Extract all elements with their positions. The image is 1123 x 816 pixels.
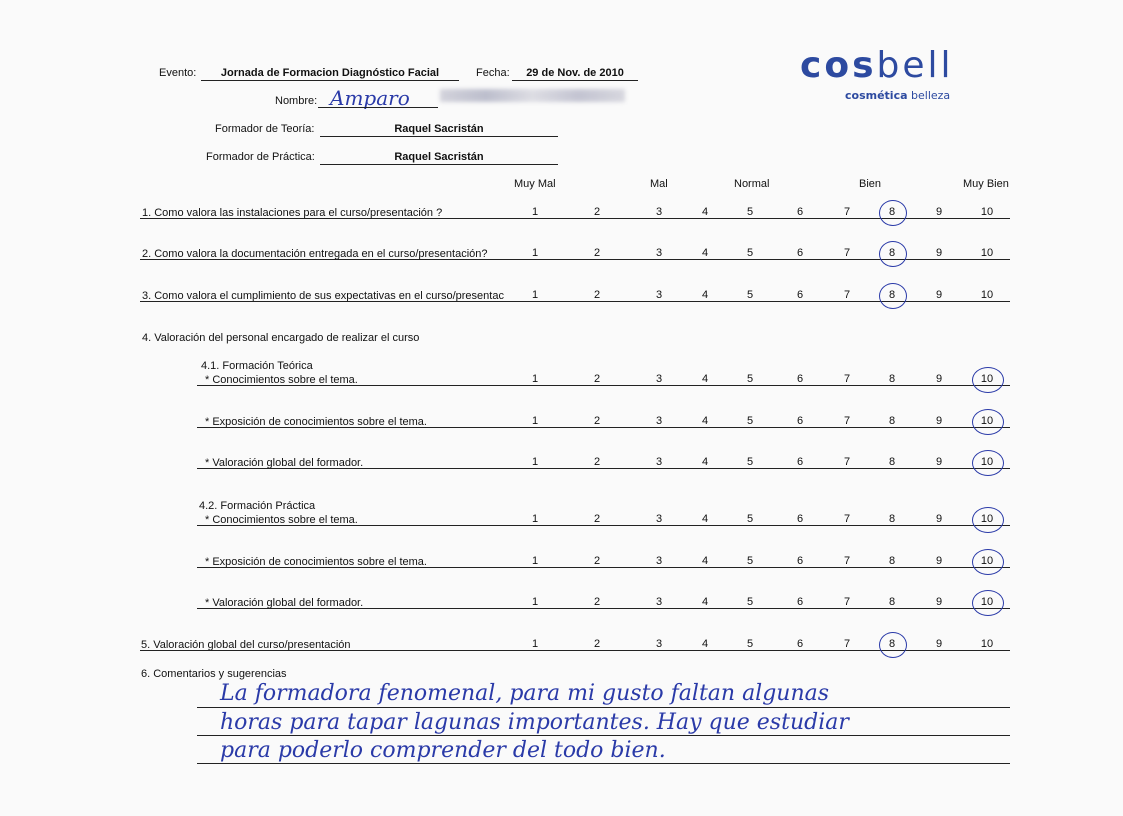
rating-option-q2-2[interactable]: 2: [593, 247, 601, 259]
nombre-value: Amparo: [330, 86, 410, 110]
rating-option-q42b-6[interactable]: 6: [796, 555, 804, 567]
rating-option-q3-2[interactable]: 2: [593, 289, 601, 301]
rating-option-q42a-9[interactable]: 9: [935, 513, 943, 525]
rating-option-q2-1[interactable]: 1: [531, 247, 539, 259]
rating-option-q41a-7[interactable]: 7: [843, 373, 851, 385]
practica-label: Formador de Práctica:: [206, 151, 315, 163]
row-underline-q41b: [197, 427, 1010, 428]
rating-option-q42b-3[interactable]: 3: [655, 555, 663, 567]
rating-option-q41b-4[interactable]: 4: [701, 415, 709, 427]
fecha-value: 29 de Nov. de 2010: [526, 67, 624, 79]
rating-option-q3-3[interactable]: 3: [655, 289, 663, 301]
rating-option-q41c-6[interactable]: 6: [796, 456, 804, 468]
question-6: 6. Comentarios y sugerencias: [141, 668, 287, 680]
rating-option-q1-5[interactable]: 5: [746, 206, 754, 218]
rating-option-q3-1[interactable]: 1: [531, 289, 539, 301]
rating-option-q41c-5[interactable]: 5: [746, 456, 754, 468]
rating-option-q3-8[interactable]: 8: [888, 289, 896, 301]
rating-option-q42c-2[interactable]: 2: [593, 596, 601, 608]
rating-option-q42c-8[interactable]: 8: [888, 596, 896, 608]
question-4-1-a: * Conocimientos sobre el tema.: [205, 374, 358, 386]
rating-option-q42b-7[interactable]: 7: [843, 555, 851, 567]
logo-tagline: [845, 89, 950, 102]
rating-option-q41b-10[interactable]: 10: [980, 415, 994, 427]
rating-option-q42a-6[interactable]: 6: [796, 513, 804, 525]
rating-option-q42b-4[interactable]: 4: [701, 555, 709, 567]
rating-option-q41a-1[interactable]: 1: [531, 373, 539, 385]
rating-option-q1-7[interactable]: 7: [843, 206, 851, 218]
question-4-1-b: * Exposición de conocimientos sobre el tema.: [205, 416, 427, 428]
rating-option-q41c-2[interactable]: 2: [593, 456, 601, 468]
rating-option-q41c-9[interactable]: 9: [935, 456, 943, 468]
rating-option-q41c-7[interactable]: 7: [843, 456, 851, 468]
evento-label: Evento:: [159, 67, 197, 79]
logo-tagline-bold: cosmética: [845, 89, 908, 102]
practica-value: Raquel Sacristán: [394, 151, 484, 163]
rating-option-q42c-9[interactable]: 9: [935, 596, 943, 608]
logo-tagline-rest: belleza: [911, 89, 951, 102]
rating-option-q42c-1[interactable]: 1: [531, 596, 539, 608]
rating-option-q3-4[interactable]: 4: [701, 289, 709, 301]
row-underline-q41a: [197, 385, 1010, 386]
rating-option-q41b-5[interactable]: 5: [746, 415, 754, 427]
nombre-label: Nombre:: [275, 95, 318, 107]
rating-option-q2-9[interactable]: 9: [935, 247, 943, 259]
scale-header-mal: Mal: [650, 178, 668, 190]
rating-option-q5-6[interactable]: 6: [796, 638, 804, 650]
comment-line-2: horas para tapar lagunas importantes. Hay que estudiar: [220, 710, 849, 735]
rating-option-q42a-2[interactable]: 2: [593, 513, 601, 525]
rating-option-q41a-8[interactable]: 8: [888, 373, 896, 385]
selected-answer-circle-q3: [879, 283, 907, 309]
rating-option-q2-10[interactable]: 10: [980, 247, 994, 259]
teoria-label: Formador de Teoría:: [215, 123, 315, 135]
rating-option-q42a-3[interactable]: 3: [655, 513, 663, 525]
rating-option-q5-4[interactable]: 4: [701, 638, 709, 650]
teoria-underline: [320, 136, 558, 137]
rating-option-q42a-8[interactable]: 8: [888, 513, 896, 525]
rating-option-q42c-7[interactable]: 7: [843, 596, 851, 608]
rating-option-q42a-1[interactable]: 1: [531, 513, 539, 525]
rating-option-q42a-10[interactable]: 10: [980, 513, 994, 525]
comment-underline-2: [197, 735, 1010, 736]
rating-option-q42c-5[interactable]: 5: [746, 596, 754, 608]
rating-option-q3-5[interactable]: 5: [746, 289, 754, 301]
fecha-underline: [512, 80, 638, 81]
rating-option-q5-7[interactable]: 7: [843, 638, 851, 650]
rating-option-q42c-10[interactable]: 10: [980, 596, 994, 608]
comment-line-1: La formadora fenomenal, para mi gusto faltan algunas: [220, 681, 830, 706]
rating-option-q41c-10[interactable]: 10: [980, 456, 994, 468]
rating-option-q1-2[interactable]: 2: [593, 206, 601, 218]
rating-option-q2-8[interactable]: 8: [888, 247, 896, 259]
rating-option-q5-5[interactable]: 5: [746, 638, 754, 650]
selected-answer-circle-q41b: [972, 409, 1004, 435]
rating-option-q42c-6[interactable]: 6: [796, 596, 804, 608]
question-3: 3. Como valora el cumplimiento de sus expectativas en el curso/presentac: [142, 290, 504, 302]
rating-option-q41c-1[interactable]: 1: [531, 456, 539, 468]
scale-header-normal: Normal: [734, 178, 770, 190]
rating-option-q42b-2[interactable]: 2: [593, 555, 601, 567]
rating-option-q3-10[interactable]: 10: [980, 289, 994, 301]
rating-option-q2-3[interactable]: 3: [655, 247, 663, 259]
rating-option-q42c-3[interactable]: 3: [655, 596, 663, 608]
rating-option-q5-8[interactable]: 8: [888, 638, 896, 650]
question-4-2-b: * Exposición de conocimientos sobre el tema.: [205, 556, 427, 568]
selected-answer-circle-q1: [879, 200, 907, 226]
scale-header-muy-bien: Muy Bien: [963, 178, 1009, 190]
evento-value: Jornada de Formacion Diagnóstico Facial: [220, 67, 440, 79]
nombre-underline: [318, 107, 438, 108]
scale-header-muy-mal: Muy Mal: [514, 178, 556, 190]
row-underline-q41c: [197, 468, 1010, 469]
rating-option-q2-6[interactable]: 6: [796, 247, 804, 259]
rating-option-q5-10[interactable]: 10: [980, 638, 994, 650]
practica-underline: [320, 164, 558, 165]
selected-answer-circle-q42c: [972, 590, 1004, 616]
question-5: 5. Valoración global del curso/presentación: [141, 639, 351, 651]
scale-header-bien: Bien: [859, 178, 882, 190]
rating-option-q41c-3[interactable]: 3: [655, 456, 663, 468]
rating-option-q2-7[interactable]: 7: [843, 247, 851, 259]
rating-option-q41a-2[interactable]: 2: [593, 373, 601, 385]
rating-option-q41a-5[interactable]: 5: [746, 373, 754, 385]
rating-option-q3-6[interactable]: 6: [796, 289, 804, 301]
rating-option-q1-10[interactable]: 10: [980, 206, 994, 218]
rating-option-q42c-4[interactable]: 4: [701, 596, 709, 608]
rating-option-q1-9[interactable]: 9: [935, 206, 943, 218]
rating-option-q5-1[interactable]: 1: [531, 638, 539, 650]
rating-option-q1-3[interactable]: 3: [655, 206, 663, 218]
question-4-1-c: * Valoración global del formador.: [205, 457, 364, 469]
rating-option-q42a-7[interactable]: 7: [843, 513, 851, 525]
rating-option-q41c-4[interactable]: 4: [701, 456, 709, 468]
rating-option-q41b-3[interactable]: 3: [655, 415, 663, 427]
selected-answer-circle-q42a: [972, 507, 1004, 533]
rating-option-q42b-5[interactable]: 5: [746, 555, 754, 567]
redacted-surname: [440, 89, 625, 102]
question-4-1: 4.1. Formación Teórica: [201, 360, 313, 372]
selected-answer-circle-q2: [879, 241, 907, 267]
rating-option-q5-9[interactable]: 9: [935, 638, 943, 650]
rating-option-q1-1[interactable]: 1: [531, 206, 539, 218]
comment-underline-1: [197, 707, 1010, 708]
question-4: 4. Valoración del personal encargado de realizar el curso: [142, 332, 420, 344]
rating-option-q41a-10[interactable]: 10: [980, 373, 994, 385]
rating-option-q42a-4[interactable]: 4: [701, 513, 709, 525]
logo-part2: bell: [876, 45, 954, 86]
rating-option-q2-4[interactable]: 4: [701, 247, 709, 259]
rating-option-q41b-6[interactable]: 6: [796, 415, 804, 427]
rating-option-q41b-7[interactable]: 7: [843, 415, 851, 427]
rating-option-q3-7[interactable]: 7: [843, 289, 851, 301]
row-underline-q42b: [197, 567, 1010, 568]
evento-underline: [201, 80, 459, 81]
selected-answer-circle-q41c: [972, 450, 1004, 476]
rating-option-q3-9[interactable]: 9: [935, 289, 943, 301]
comment-underline-3: [197, 763, 1010, 764]
rating-option-q41c-8[interactable]: 8: [888, 456, 896, 468]
selected-answer-circle-q5: [879, 632, 907, 658]
rating-option-q41a-4[interactable]: 4: [701, 373, 709, 385]
question-1: 1. Como valora las instalaciones para el curso/presentación ?: [142, 207, 443, 219]
row-underline-q42a: [197, 525, 1010, 526]
question-4-2-a: * Conocimientos sobre el tema.: [205, 514, 358, 526]
fecha-label: Fecha:: [476, 67, 510, 79]
question-4-2: 4.2. Formación Práctica: [199, 500, 316, 512]
rating-option-q41b-8[interactable]: 8: [888, 415, 896, 427]
rating-option-q1-8[interactable]: 8: [888, 206, 896, 218]
rating-option-q42b-1[interactable]: 1: [531, 555, 539, 567]
question-4-2-c: * Valoración global del formador.: [205, 597, 364, 609]
rating-option-q42b-8[interactable]: 8: [888, 555, 896, 567]
rating-option-q42a-5[interactable]: 5: [746, 513, 754, 525]
selected-answer-circle-q42b: [972, 549, 1004, 575]
rating-option-q2-5[interactable]: 5: [746, 247, 754, 259]
question-2: 2. Como valora la documentación entregada en el curso/presentación?: [142, 248, 488, 260]
teoria-value: Raquel Sacristán: [394, 123, 484, 135]
rating-option-q41b-9[interactable]: 9: [935, 415, 943, 427]
rating-option-q41a-3[interactable]: 3: [655, 373, 663, 385]
rating-option-q5-3[interactable]: 3: [655, 638, 663, 650]
rating-option-q42b-10[interactable]: 10: [980, 555, 994, 567]
rating-option-q41a-6[interactable]: 6: [796, 373, 804, 385]
rating-option-q1-6[interactable]: 6: [796, 206, 804, 218]
rating-option-q41b-1[interactable]: 1: [531, 415, 539, 427]
rating-option-q5-2[interactable]: 2: [593, 638, 601, 650]
logo-part1: cos: [800, 45, 877, 86]
rating-option-q1-4[interactable]: 4: [701, 206, 709, 218]
comment-line-3: para poderlo comprender del todo bien.: [220, 738, 666, 763]
rating-option-q41a-9[interactable]: 9: [935, 373, 943, 385]
rating-option-q41b-2[interactable]: 2: [593, 415, 601, 427]
row-underline-q42c: [197, 608, 1010, 609]
cosbell-logo: [800, 46, 954, 86]
selected-answer-circle-q41a: [972, 367, 1004, 393]
rating-option-q42b-9[interactable]: 9: [935, 555, 943, 567]
